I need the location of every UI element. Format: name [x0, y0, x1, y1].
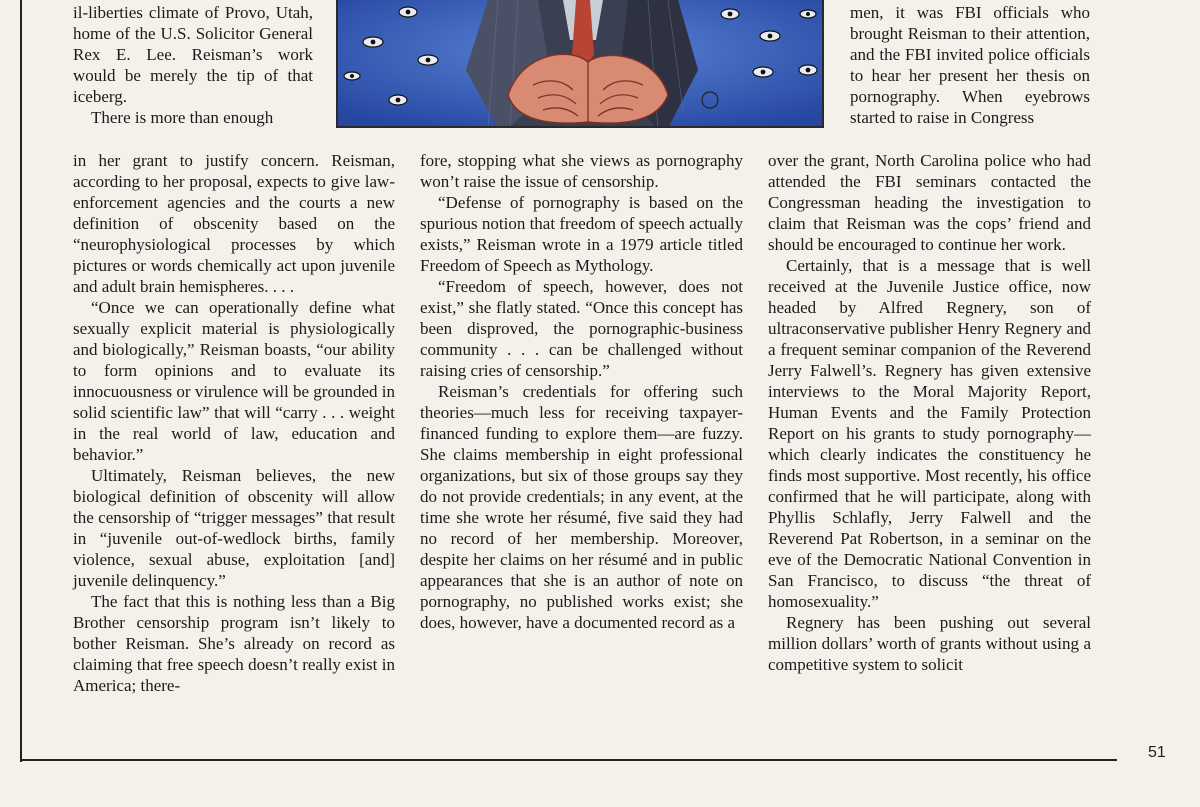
paragraph: fore, stopping what she views as pornography won’t raise the issue of censorship.: [420, 151, 743, 191]
paragraph: “Once we can operationally define what sexually explicit material is physiologically and biologically,” Reisman boasts, “our ability to form opinions and to evaluate its innocuousness or virulence will be grounded in solid scientific law” that will “carry . . . weight in the real world of law, education and behavior.”: [73, 298, 395, 464]
paragraph: men, it was FBI officials who brought Reisman to their attention, and the FBI invited police officials to hear her present her thesis on pornography. When eyebrows started to raise in Congress: [850, 3, 1090, 127]
page-number: 51: [1148, 744, 1166, 761]
paragraph: over the grant, North Carolina police who had attended the FBI seminars contacted the Congressman heading the investigation to claim that Reisman was the cops’ friend and should be encouraged to continue her work.: [768, 151, 1091, 254]
paragraph: Regnery has been pushing out several million dollars’ worth of grants without using a competitive system to solicit: [768, 613, 1091, 674]
page-border-left: [20, 0, 22, 762]
paragraph: Certainly, that is a message that is well received at the Juvenile Justice office, now headed by Alfred Regnery, son of ultraconservative publisher Henry Regnery and a frequent seminar companion of the Reverend Jerry Falwell’s. Regnery has given extensive interviews to the Moral Majority Report, Human Events and the Family Protection Report on his grants to study pornography—which clearly indicates the constituency he finds most supportive. Most recently, his office confirmed that he will participate, along with Phyllis Schlafly, Jerry Falwell and the Reverend Pat Robertson, in a seminar on the eve of the Democratic National Convention in San Francisco, to discuss “the threat of homosexuality.”: [768, 256, 1091, 611]
paragraph: The fact that this is nothing less than a Big Brother censorship program isn’t likely to bother Reisman. She’s already on record as claiming that free speech doesn’t really exist in America; there-: [73, 592, 395, 695]
column-1-top: [73, 2, 313, 128]
illustration: [336, 0, 824, 128]
paragraph: Ultimately, Reisman believes, the new biological definition of obscenity will allow the censorship of “trigger messages” that result in “juvenile out-of-wedlock births, family violence, sexual abuse, exploitation [and] juvenile delinquency.”: [73, 466, 395, 590]
paragraph: Reisman’s credentials for offering such theories—much less for receiving taxpayer-financed funding to explore them—are fuzzy. She claims membership in eight professional organizations, but six of those groups say they do not provide credentials; in any event, at the time she wrote her résumé, five said they had no record of her membership. Moreover, despite her claims on her résumé and in public appearances that she is an author of note on pornography, no published works exist; she does, however, have a documented record as a: [420, 382, 743, 632]
clasped-hands-illustration: [338, 0, 824, 128]
paragraph: There is more than enough: [91, 108, 274, 127]
page-border-bottom: [20, 759, 1117, 761]
column-1: [73, 150, 395, 696]
column-3-top: [850, 2, 1090, 128]
paragraph: “Defense of pornography is based on the spurious notion that freedom of speech actually exists,” Reisman wrote in a 1979 article titled Freedom of Speech as Mythology.: [420, 193, 743, 275]
paragraph: in her grant to justify concern. Reisman, according to her proposal, expects to give law-enforcement agencies and the courts a new definition of obscenity based on the “neurophysiological processes by which pictures or words chemically act upon juvenile and adult brain hemispheres. . . .: [73, 151, 395, 296]
paragraph: il-liberties climate of Provo, Utah, home of the U.S. Solicitor General Rex E. Lee. Reisman’s work would be merely the tip of that iceberg.: [73, 3, 313, 106]
column-2: [420, 150, 743, 633]
column-3: [768, 150, 1091, 675]
paragraph: “Freedom of speech, however, does not exist,” she flatly stated. “Once this concept has been disproved, the pornographic-business community . . . can be challenged without raising cries of censorship.”: [420, 277, 743, 380]
